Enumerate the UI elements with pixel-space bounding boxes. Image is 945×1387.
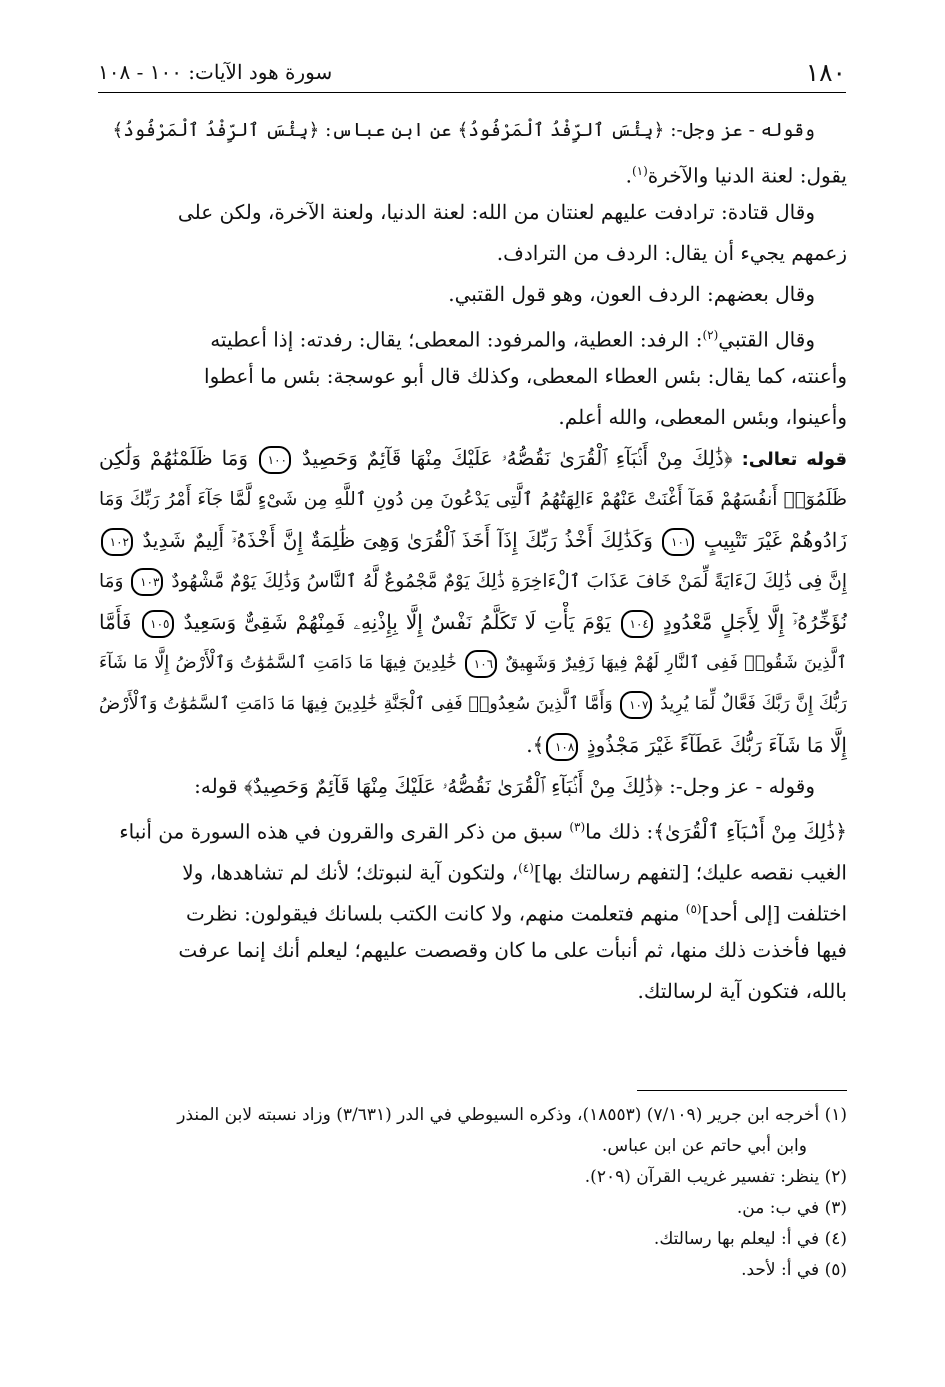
paragraph-4: [99, 315, 847, 438]
verse-line: [99, 643, 847, 684]
footnote-number: (٥): [824, 1260, 847, 1280]
text-line: [99, 315, 847, 356]
verse-line: [99, 561, 847, 602]
text-segment: الغيب نقصه عليك؛ [لتفهم رسالتك بها]: [533, 860, 847, 885]
verse-text: نُؤَخِّرُهُۥٓ إِلَّا لِأَجَلٍ مَّعْدُودٍ: [662, 610, 847, 634]
text-segment: سبق من ذكر القرى والقرون في هذه السورة من أنباء: [119, 819, 563, 844]
verse-text: إِلَّا مَا شَآءَ رَبُّكَ عَطَآءً غَيْرَ مَجْذُوذٍ: [586, 733, 847, 757]
verse-text: ٱلَّذِينَ شَقُوا۟ فَفِى ٱلنَّارِ لَهُمْ فِيهَا زَفِيرٌ وَشَهِيقٌ: [505, 653, 847, 673]
text-line: فيها فأخذت ذلك منها، ثم أنبأت على ما كان وقصصت عليهم؛ ليعلم أنك إنما عرفت: [178, 938, 847, 962]
quran-verses: [99, 438, 847, 766]
text-line: [99, 889, 847, 930]
footnote-text: في أ: ليعلم بها رسالتك.: [653, 1229, 820, 1249]
footnote-ref: (٥): [685, 902, 702, 916]
text-line: [99, 848, 847, 889]
text-segment: منهم فتعلمت منهم، ولا كانت الكتب بلسانك فيقولون: نظرت: [185, 901, 680, 926]
text-segment: ، ولتكون آية لنبوتك؛ لأنك لم تشاهدها، ولا: [182, 860, 519, 885]
paragraph-1: [99, 110, 847, 192]
footnote-text: ينظر: تفسير غريب القرآن (٢٠٩).: [584, 1167, 820, 1187]
verse-text: ﴾.: [526, 733, 545, 757]
footnote-ref: (١): [631, 164, 648, 178]
text-segment: اختلفت [إلى أحد]: [701, 901, 847, 926]
paragraph-2: [99, 192, 847, 274]
footnote: [99, 1193, 847, 1224]
verse-text: ظَلَمُوٓا۟ أَنفُسَهُمْ فَمَآ أَغْنَتْ عَنْهُمْ ءَالِهَتُهُمُ ٱلَّتِى يَدْعُونَ مِن دُونِ ٱللَّهِ مِن شَىْءٍ لَّمَّا جَآءَ أَمْرُ رَبِّكَ وَمَا: [99, 489, 847, 510]
footnote-continuation: وابن أبي حاتم عن ابن عباس.: [601, 1136, 807, 1156]
verse-line: [99, 438, 847, 479]
footnote-separator: [637, 1090, 847, 1091]
verse-lead: قوله تعالى:: [741, 449, 847, 470]
ayah-marker: ١٠٠: [259, 446, 291, 474]
footnote: [99, 1162, 847, 1193]
verse-line: [99, 684, 847, 725]
main-text: [99, 110, 847, 1012]
footnote-number: (٣): [824, 1198, 847, 1218]
ayah-marker: ١٠٤: [621, 610, 653, 638]
footnote-number: (٢): [824, 1167, 847, 1187]
text-line: وقال قتادة: ترادفت عليهم لعنتان من الله: لعنة الدنيا، ولعنة الآخرة، ولكن على: [177, 200, 815, 224]
text-segment: : الرفد: العطية، والمرفود: المعطى؛ يقال: رفدته: إذا أعطيته: [210, 327, 703, 352]
verse-line: [99, 602, 847, 643]
footnote: [99, 1224, 847, 1255]
footnote-number: (١): [824, 1105, 847, 1125]
paragraph-5: [99, 766, 847, 1012]
footnote-ref: (٤): [518, 861, 534, 875]
verse-text: وَمَا ظَلَمْنَٰهُمْ وَلَٰكِن: [99, 446, 249, 470]
footnote-text: في أ: لأحد.: [741, 1260, 820, 1280]
verse-line: [99, 520, 847, 561]
verse-line: [99, 479, 847, 520]
footnote: [99, 1255, 847, 1286]
verse-text: وَكَذَٰلِكَ أَخْذُ رَبِّكَ إِذَآ أَخَذَ ٱلْقُرَىٰ وَهِىَ ظَٰلِمَةٌ إِنَّ أَخْذَهُۥٓ أَلِيمٌ شَدِيدٌ: [142, 528, 653, 552]
verse-text: فَأَمَّا: [99, 610, 132, 634]
paragraph-3: [99, 274, 847, 315]
verse-text: يَوْمَ يَأْتِ لَا تَكَلَّمُ نَفْسٌ إِلَّا بِإِذْنِهِۦ فَمِنْهُمْ شَقِىٌّ وَسَعِيدٌ: [183, 610, 611, 634]
text-line: زعمهم يجيء أن يقال: الردف من الترادف.: [496, 241, 847, 265]
text-line: [99, 151, 847, 192]
text-segment: وقال القتبي: [718, 327, 815, 352]
verse-line: [99, 725, 847, 766]
verse-text: رَبُّكَ إِنَّ رَبَّكَ فَعَّالٌ لِّمَا يُرِيدُ: [660, 694, 847, 714]
page-number: ١٨٠: [805, 58, 846, 87]
footnote-text: في ب: من.: [736, 1198, 820, 1218]
text-line: وقوله - عز وجل-: ﴿ذَٰلِكَ مِنْ أَنۢبَآءِ ٱلْقُرَىٰ نَقُصُّهُۥ عَلَيْكَ مِنْهَا قَآئِمٌ وَحَصِيدٌ﴾ قوله:: [194, 774, 815, 798]
verse-text: زَادُوهُمْ غَيْرَ تَتْبِيبٍ: [703, 528, 847, 552]
footnote-ref: (٣): [569, 820, 586, 834]
ayah-marker: ١٠٧: [620, 691, 652, 719]
verse-text: وَمَا: [99, 571, 124, 592]
footnote-ref: (٢): [702, 328, 719, 342]
text-line: وأعينوا، وبئس المعطى، والله أعلم.: [558, 405, 847, 429]
ayah-marker: ١٠٣: [131, 568, 163, 596]
ayah-marker: ١٠١: [662, 528, 694, 556]
ayah-marker: ١٠٦: [465, 650, 497, 678]
verse-text: ﴿ذَٰلِكَ مِنْ أَنۢبَآءِ ٱلْقُرَىٰ نَقُصُّهُۥ عَلَيْكَ مِنْهَا قَآئِمٌ وَحَصِيدٌ: [301, 446, 733, 470]
text-segment: .: [625, 163, 632, 188]
text-segment: ﴿ذَٰلِكَ مِنْ أَنۢبَآءِ ٱلْقُرَىٰ﴾: ذلك ما: [585, 819, 847, 844]
text-segment: يقول: لعنة الدنيا والآخرة: [647, 163, 847, 188]
text-line: وقوله - عز وجل-: ﴿بِئْسَ ٱلرِّفْدُ ٱلْمَرْفُودُ﴾ عن ابن عباس: ﴿بِئْسَ ٱلرِّفْدُ ٱلْمَرْفُودُ﴾: [112, 120, 815, 141]
text-line: بالله، فتكون آية لرسالتك.: [637, 979, 847, 1003]
verse-text: وَأَمَّا ٱلَّذِينَ سُعِدُوا۟ فَفِى ٱلْجَنَّةِ خَٰلِدِينَ فِيهَا مَا دَامَتِ ٱلسَّمَٰوَٰتُ وَٱلْأَرْضُ: [99, 694, 613, 714]
text-line: وقال بعضهم: الردف العون، وهو قول القتبي.: [448, 282, 815, 306]
ayah-marker: ١٠٥: [142, 610, 174, 638]
verse-text: إِنَّ فِى ذَٰلِكَ لَءَايَةً لِّمَنْ خَافَ عَذَابَ ٱلْءَاخِرَةِ ذَٰلِكَ يَوْمٌ مَّجْمُوعٌ لَّهُ ٱلنَّاسُ وَذَٰلِكَ يَوْمٌ مَّشْهُودٌ: [171, 571, 847, 592]
text-line: [99, 807, 847, 848]
ayah-marker: ١٠٨: [546, 733, 578, 761]
verse-text: خَٰلِدِينَ فِيهَا مَا دَامَتِ ٱلسَّمَٰوَٰتُ وَٱلْأَرْضُ إِلَّا مَا شَآءَ: [99, 653, 457, 673]
footnote-text: أخرجه ابن جرير (٧/١٠٩) (١٨٥٥٣)، وذكره السيوطي في الدر (٣/٦٣١) وزاد نسبته لابن المنذر: [177, 1105, 820, 1125]
page-header: [98, 52, 846, 93]
running-title: سورة هود الآيات: ١٠٠ - ١٠٨: [98, 60, 333, 84]
footnote: [99, 1100, 847, 1131]
text-line: وأعنته، كما يقال: بئس العطاء المعطى، وكذلك قال أبو عوسجة: بئس ما أعطوا: [204, 364, 847, 388]
ayah-marker: ١٠٢: [101, 528, 133, 556]
footnote-number: (٤): [824, 1229, 847, 1249]
footnotes: [99, 1100, 847, 1286]
